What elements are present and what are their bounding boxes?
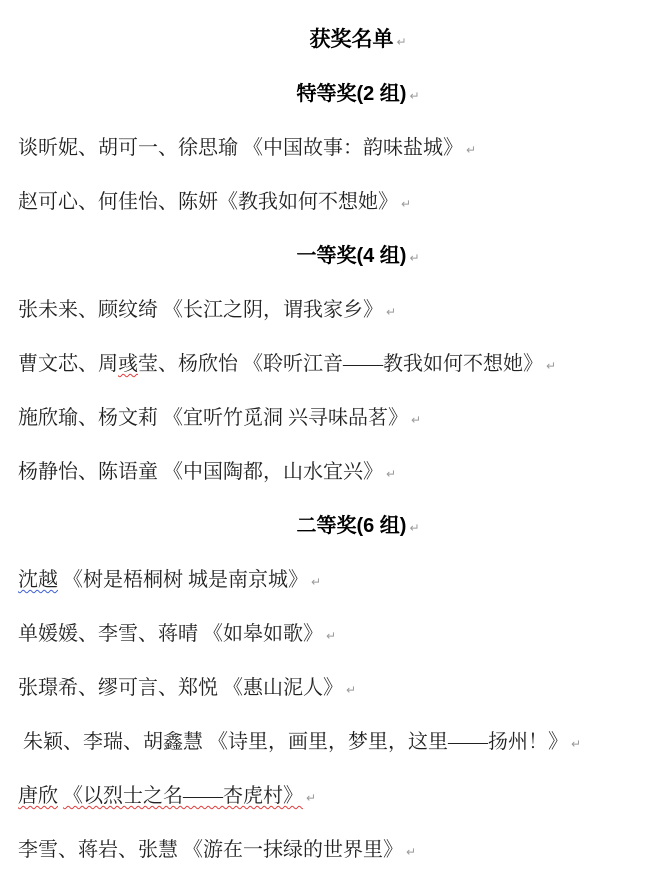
text-segment: 朱颖、李瑞、胡鑫慧 《诗里，画里，梦里，这里——扬州！》: [18, 731, 568, 753]
text-segment: 张璟希、缪可言、郑悦 《惠山泥人》: [18, 677, 343, 699]
text-segment: 二等奖(6 组): [296, 515, 407, 537]
award-entry[interactable]: [18, 459, 654, 487]
paragraph-mark-icon: ↵: [571, 737, 582, 751]
award-entry[interactable]: [18, 405, 654, 433]
paragraph-mark-icon: ↵: [409, 89, 420, 103]
text-segment: 获奖名单: [309, 28, 394, 51]
award-entry[interactable]: [18, 621, 654, 649]
award-tier-heading-special[interactable]: [40, 81, 664, 109]
paragraph-mark-icon: ↵: [409, 521, 420, 535]
paragraph-mark-icon: ↵: [311, 575, 322, 589]
award-entry[interactable]: [18, 297, 654, 325]
paragraph-mark-icon: ↵: [401, 197, 412, 211]
proofing-marked-text: 《以烈士之名——杏虎村》: [63, 785, 303, 807]
paragraph-mark-icon: ↵: [466, 143, 477, 157]
paragraph-mark-icon: ↵: [411, 413, 422, 427]
text-segment: 莹、杨欣怡 《聆听江音——教我如何不想她》: [138, 353, 543, 375]
text-segment: 施欣瑜、杨文莉 《宜听竹觅洞 兴寻味品茗》: [18, 407, 408, 429]
paragraph-mark-icon: ↵: [346, 683, 357, 697]
paragraph-mark-icon: ↵: [396, 35, 407, 49]
award-entry[interactable]: [18, 729, 654, 757]
text-segment: 单媛媛、李雪、蒋晴 《如皋如歌》: [18, 623, 323, 645]
award-entry[interactable]: [18, 189, 654, 217]
award-entry[interactable]: [18, 567, 654, 595]
proofing-marked-text: 彧: [118, 353, 138, 375]
award-entry[interactable]: [18, 837, 654, 865]
paragraph-mark-icon: ↵: [409, 251, 420, 265]
text-segment: 曹文芯、周: [18, 353, 118, 375]
paragraph-mark-icon: ↵: [386, 305, 397, 319]
text-segment: 张未来、顾纹绮 《长江之阴，谓我家乡》: [18, 299, 383, 321]
award-tier-heading-first[interactable]: [40, 243, 664, 271]
text-segment: 杨静怡、陈语童 《中国陶都，山水宜兴》: [18, 461, 383, 483]
award-entry[interactable]: [18, 675, 654, 703]
text-segment: 《树是梧桐树 城是南京城》: [58, 569, 308, 591]
text-segment: 李雪、蒋岩、张慧 《游在一抹绿的世界里》: [18, 839, 403, 861]
award-entry[interactable]: [18, 351, 654, 379]
paragraph-mark-icon: ↵: [306, 791, 317, 805]
text-segment: 赵可心、何佳怡、陈妍《教我如何不想她》: [18, 191, 398, 213]
paragraph-mark-icon: ↵: [546, 359, 557, 373]
proofing-marked-text: 沈越: [18, 569, 58, 591]
proofing-marked-text: 唐欣: [18, 785, 58, 807]
paragraph-mark-icon: ↵: [386, 467, 397, 481]
award-entry[interactable]: [18, 783, 654, 811]
document-title[interactable]: [40, 27, 664, 55]
paragraph-mark-icon: ↵: [326, 629, 337, 643]
award-entry[interactable]: [18, 135, 654, 163]
text-segment: 谈昕妮、胡可一、徐思瑜 《中国故事：韵味盐城》: [18, 137, 463, 159]
text-segment: 一等奖(4 组): [296, 245, 407, 267]
paragraph-mark-icon: ↵: [406, 845, 417, 859]
award-tier-heading-second[interactable]: [40, 513, 664, 541]
text-segment: 特等奖(2 组): [296, 83, 407, 105]
